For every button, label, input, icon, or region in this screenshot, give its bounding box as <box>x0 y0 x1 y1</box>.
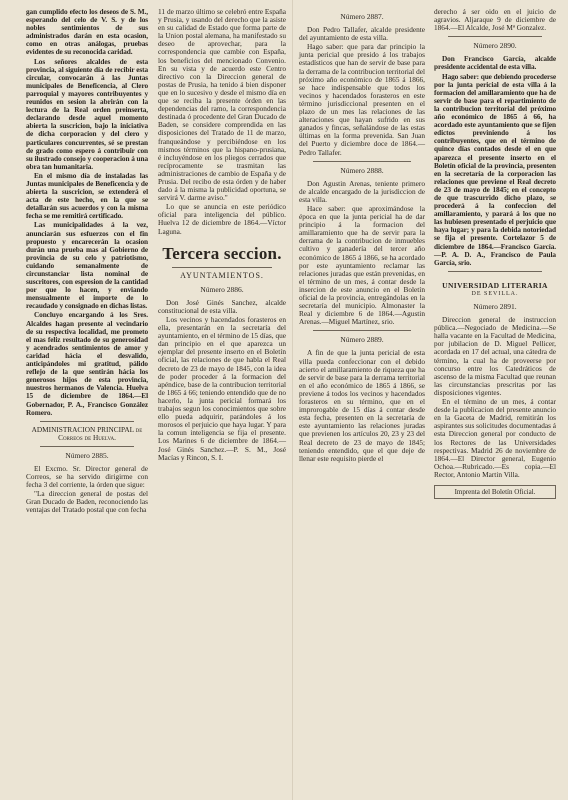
paragraph: Hago saber: que para dar principio la junta pericial que presido á los trabajos estadísticos que han de servir de base para la derrama de la contribucion territorial del próximo año económico de 1865 á 1866, se hace indispensable que todos los vecinos y hacendados forasteros en este término jurisdiccional presenten en el plazo de un mes las relaciones de las alteraciones que hayan sufrido en sus ganados y fincas, señalándose de las estas últimas en la forma prevenida. San Juan del Puerto y diciembre doce de 1864.—Pedro Tallafer. <box>299 42 425 157</box>
divider <box>40 446 134 447</box>
divider <box>172 267 272 268</box>
divider <box>448 271 542 272</box>
imprint-box: Imprenta del Boletín Oficial. <box>434 485 556 499</box>
section-heading: ADMINISTRACION PRINCIPAL de Correos de Huelva. <box>31 424 143 442</box>
column-3 <box>299 8 425 464</box>
paragraph: Don Pedro Tallafer, alcalde presidente del ayuntamiento de esta villa. <box>299 25 425 43</box>
divider <box>40 421 134 422</box>
paragraph: A fin de que la junta pericial de esta villa pueda confeccionar con el debido acierto el amillaramiento de riqueza que ha de servir de base para la derrama territorial en el año económico de 1865 á 1866, se previene á todos los vecinos y hacendados forasteros en su término, que en el improrogable de 15 días á contar desde esta fecha, presenten en la secretaría de este ayuntamiento las relaciones juradas que previenen los artículos 20, 23 y 23 del Real decreto de 23 de mayo de 1845; teniendo entendido, que el que deje de llenar este requisito pierde el <box>299 348 426 463</box>
column-2 <box>158 8 286 463</box>
column-1 <box>26 8 148 516</box>
paragraph: En el término de un mes, á contar desde la publicacion del presente anuncio en la Gaceta de Madrid, remitirán los aspirantes sus solicitudes documentadas á esta Direccion general por conducto de los Rectores de las Universidades respectivas. Madrid 26 de noviembre de 1864.—El Director general, Eugenio Ochoa.—Rubricado.—Es copia.—El Rector, Antonio Martin Villa. <box>434 397 556 479</box>
number-heading: Número 2890. <box>473 41 517 51</box>
divider <box>313 330 411 331</box>
paragraph: Lo que se anuncia en este periódico oficial para inteligencia del público. Huelva 12 de diciembre de 1864.—Víctor Laguna. <box>158 202 286 236</box>
divider <box>448 36 542 37</box>
paragraph: Don Agustin Arenas, teniente primero de alcalde encargado de la jurisdiccion de esta villa. <box>299 178 425 204</box>
paragraph: Don José Ginés Sanchez, alcalde constitucional de esta villa. <box>158 297 286 315</box>
paragraph: Hace saber: que aproximándose la época en que la junta pericial ha de dar principio á la formacion del amillaramiento que ha de servir para la derrama de la contribucion de inmuebles cultivo y ganadería del tercer año económico de 1865 á 1866, se ha acordado por este ayuntamiento reclamar las relaciones juradas que están prevenidas, en el término de un mes, á contar desde la insercion de este anuncio en el Boletín oficial de la provincia, entregándolas en la secretaría del municipio. Almonaster la Real y diciembre 6 de 1864.—Agustin Arenas.—Miguel Martínez, srio. <box>299 203 425 327</box>
paragraph: Las municipalidades á la vez, anunciarán sus esfuerzos con el fin propuesto y encarecerán la ocasion durán una prueba mas al Gobierno de provincia de su celo y patriotismo, cuidando semanalmente de circunstanciar lista nominal de suscritores, con espresion de la cantidad por que lo hacen, y enviando mensualmente el importe de lo recaudado y consignado en dichas listas. <box>26 220 148 311</box>
paragraph: Direccion general de instruccion pública.—Negociado de Medicina.—Se halla vacante en la Facultad de Medicina, por jubilacion de D. Miguel Pellicer, acordada en 17 del actual, una cátedra de término, la cual ha de proveerse por concurso entre los Catedráticos de ascenso de la misma Facultad que reunan las circunstancias prescritas por las disposiciones vigentes. <box>434 315 556 397</box>
paragraph: gan cumplido efecto los deseos de S. M., esperando del celo de V. S. y de los nobles sentimientos de sus administrados darán en esta ocasion, como en otras análogas, pruebas evidentes de su reconocida caridad. <box>26 7 148 57</box>
paragraph: Concluyo encargando á los Sres. Alcaldes hagan presente al vecindario de su respectiva localidad, me prometo el mas feliz resultado de su generosidad y acendrados sentimientos de amor y caridad hácia el desvalido, anticipándoles mi gratitud, pálido reflejo de la que sentirán hácia los generosos hijos de esta provincia, nuestros hermanos de Valencia. Huelva 15 de diciembre de 1864.—El Gobernador, P. A., Francisco González Romero. <box>26 310 148 417</box>
paragraph: El Excmo. Sr. Director general de Correos, se ha servido dirigirme con fecha 3 del corriente, la órden que sigue: <box>26 463 148 490</box>
paragraph: Hago saber: que debiendo procederse por la junta pericial de esta villa á la formacion del amillaramiento que ha de servir de base para el repartimiento de la contribucion territorial del próximo año económico de 1865 á 66, ha acordado este ayuntamiento que se fijen edictos previniendo á los contribuyentes, que en el término de quince días contados desde el en que aparezca el presente inserto en el Boletín oficial de la provincia, presenten en la secretaría de la corporacion las relaciones que previene el Real decreto de 23 de mayo de 1845; en el concepto de que trascurrido dicho plazo, se procederá á la confeccion del amillaramiento, y parará á los que no las hubiesen presentado el perjuicio que haya lugar; y para la debida notoriedad se fija el presente. Cortelazor 5 de diciembre de 1864.—Francisco García.—P. A. D. A., Francisco de Paula García, srio. <box>434 71 556 267</box>
paragraph: En el mismo día de instaladas las Juntas municipales de Beneficencia y de abierta la suscricion, se extenderá el acta de este hecho, en la que se detallarán sus acuerdos y con la misma fecha se me remitirá certificado. <box>26 170 148 221</box>
column-4 <box>434 8 556 499</box>
number-heading: Número 2887. <box>340 12 384 21</box>
number-heading: Número 2891. <box>473 302 517 311</box>
paragraph: Los vecinos y hacendados forasteros en ella, presentarán en la secretaría del ayuntamiento, en el término de 15 días, que dan principio en el que aparezca un ejemplar del presente inserto en el Boletín oficial, las relaciones de que habla el Real decreto de 23 de mayo de 1845, con la idea de poder proceder á la formacion del apéndice, base de la contribucion territorial de 1865 á 66; teniendo entendido que de no hacerlo, la junta pericial formará los trabajos segun los conocimientos que sobre ello pueda adquirir, parándoles á los morosos el perjuicio que haya lugar. Y para la comun inteligencia se fija el presente. Los Marines 6 de diciembre de 1864.—José Ginés Sanchez.—P. S. M., José Macías y Rincon, S. I. <box>158 315 286 462</box>
number-heading: Número 2889. <box>340 335 384 345</box>
paragraph: "La direccion general de postas del Gran Ducado de Baden, reconociendo las ventajas del Tratado postal que con fecha <box>26 489 148 515</box>
paragraph: Don Francisco García, alcalde presidente accidental de esta villa. <box>434 54 556 72</box>
paragraph: derecho á ser oido en el juicio de agravios. Aljaraque 9 de diciembre de 1864.—El Alcalde, José Mª Gonzalez. <box>434 7 556 33</box>
number-heading: Número 2888. <box>340 165 384 175</box>
paragraph: Los señores alcaldes de esta provincia, al siguiente día de recibir esta circular, convocarán á las Juntas municipales de Beneficencia, al Clero parroquial y mayores contribuyentes y reunidos en sesion la abrirán con la lectura de la Real orden preinserta, declarando desde aquel momento abierta la suscricion, bajo la iniciativa de dicha corporacion y del clero y particulares concurrentes, sé se prestan de grado como espero á contribuir con su ilustrado consejo y cooperacion á una obra tan humanitaria. <box>26 56 148 171</box>
divider <box>313 161 411 162</box>
section-heading: UNIVERSIDAD LITERARIA <box>442 280 548 290</box>
section-subtitle: AYUNTAMIENTOS. <box>180 270 264 280</box>
section-title: Tercera seccion. <box>162 243 282 263</box>
number-heading: Número 2885. <box>65 450 109 460</box>
number-heading: Número 2886. <box>200 284 244 294</box>
paragraph: 11 de marzo último se celebró entre España y Prusia, y usando del derecho que la asiste en su calidad de Estado que forma parte de la Union postal alemana, ha manifestado su deseo de aprovechar, para la correspondencia que cambie con España, los beneficios del mencionado Convenio. En su vista y de acuerdo este Centro directivo con la Direccion general de postas de Prusia, ha tenido á bien disponer que en lo sucesivo y desde el mismo día en que se reciba la presente órden en las dependencias del ramo, la correspondencia destinada ó procedente del Gran Ducado de Baden, se considere comprendida en las disposiciones del Tratado de 11 de marzo, franqueándose y percibiéndose en los mismos términos que la hispano-prusiana, é incluyéndose en los pliegos cerrados que recíprocamente se trasmitan las administraciones de cambio de España y de Prusia. Del recibo de esta órden y de haber dado á la misma la publicidad oportuna, se servirá V. darme aviso." <box>158 7 286 203</box>
section-subheading: DE SEVILLA. <box>471 290 519 297</box>
